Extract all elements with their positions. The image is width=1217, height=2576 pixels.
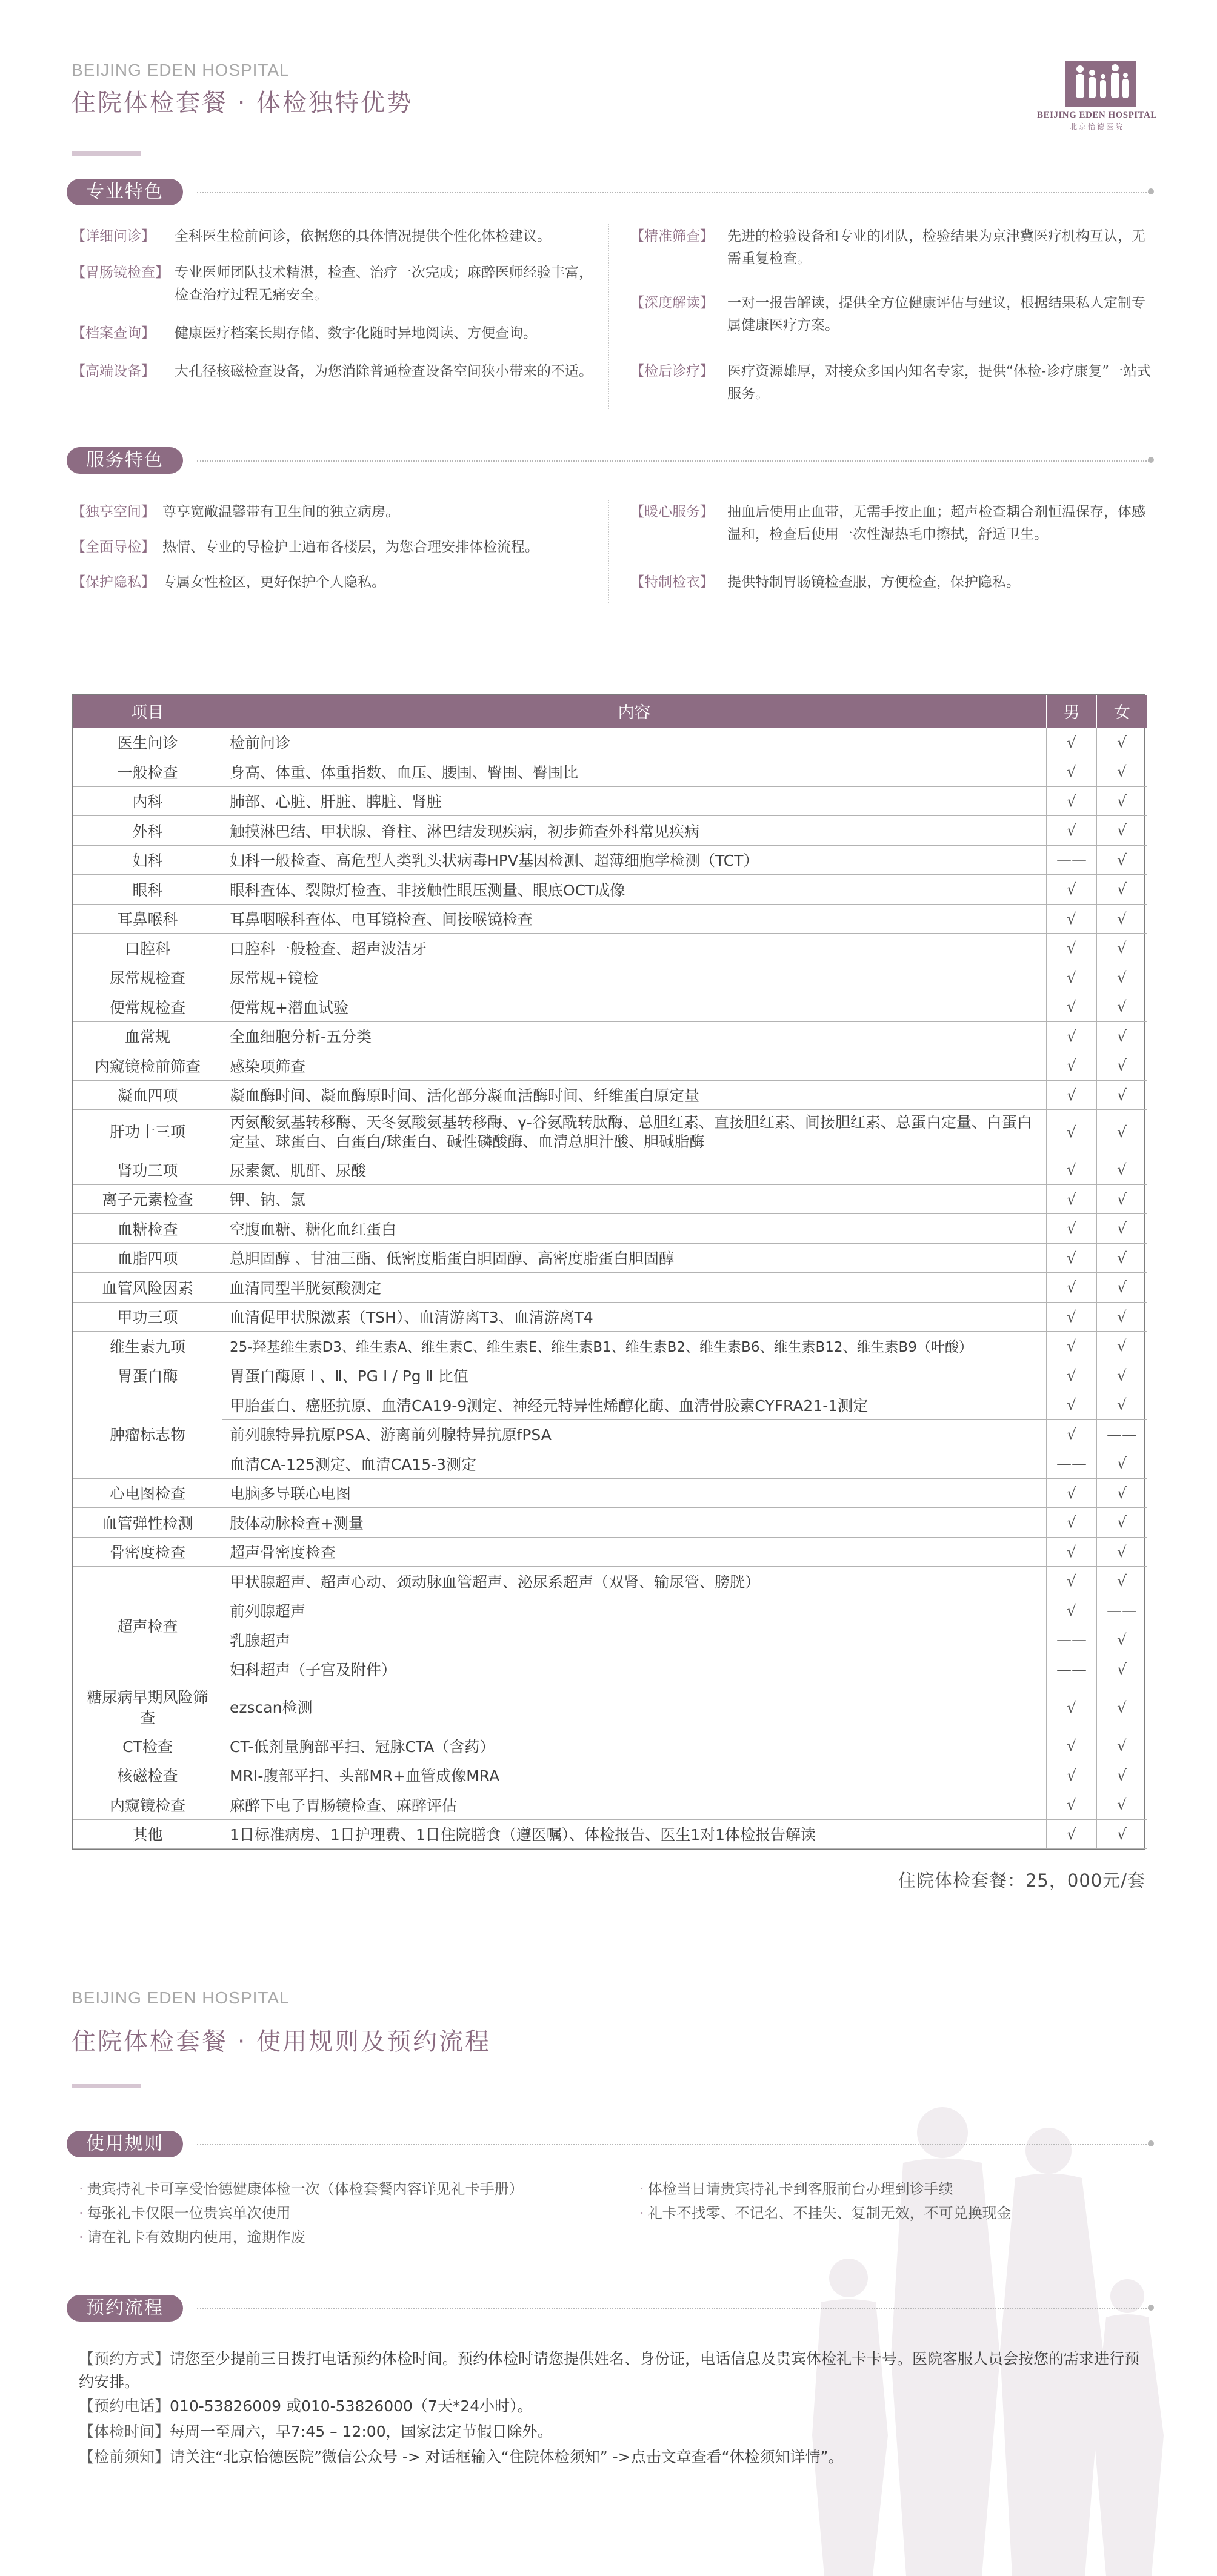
row-female: √ bbox=[1097, 728, 1147, 757]
row-female: √ bbox=[1097, 1508, 1147, 1538]
rule-left-1: · 贵宾持礼卡可享受怡德健康体检一次（体检套餐内容详见礼卡手册） bbox=[79, 2180, 524, 2197]
row-item: 肾功三项 bbox=[73, 1155, 222, 1185]
row-female: √ bbox=[1097, 786, 1147, 816]
family-silhouette-icon bbox=[739, 2096, 1176, 2576]
row-item: 一般检查 bbox=[73, 757, 222, 787]
row-female: √ bbox=[1097, 934, 1147, 963]
row-content: 血清促甲状腺激素（TSH）、血清游离T3、血清游离T4 bbox=[222, 1302, 1047, 1332]
row-item: 血糖检查 bbox=[73, 1214, 222, 1244]
row-item: 内窥镜检查 bbox=[73, 1790, 222, 1820]
row-male: √ bbox=[1047, 757, 1097, 787]
row-male: √ bbox=[1047, 1508, 1097, 1538]
row-female: √ bbox=[1097, 1273, 1147, 1303]
row-female: √ bbox=[1097, 757, 1147, 787]
row-item: 甲功三项 bbox=[73, 1302, 222, 1332]
row-male: √ bbox=[1047, 786, 1097, 816]
row-item: 凝血四项 bbox=[73, 1080, 222, 1110]
row-content: 丙氨酸氨基转移酶、天冬氨酸氨基转移酶、γ-谷氨酰转肽酶、总胆红素、直接胆红素、间接胆红素、总蛋白定量、白蛋白定量、球蛋白、白蛋白/球蛋白、碱性磷酸酶、血清总胆汁酸、胆碱脂酶 bbox=[222, 1110, 1047, 1155]
table-row bbox=[73, 963, 1147, 992]
table-row bbox=[73, 1080, 1147, 1110]
row-item: 耳鼻喉科 bbox=[73, 904, 222, 934]
row-male: √ bbox=[1047, 963, 1097, 992]
row-content: 钾、钠、氯 bbox=[222, 1184, 1047, 1214]
hospital-name-en-2: BEIJING EDEN HOSPITAL bbox=[72, 1988, 290, 2007]
header-content: 内容 bbox=[222, 695, 1047, 728]
row-male: —— bbox=[1047, 1449, 1097, 1479]
row-female: √ bbox=[1097, 1110, 1147, 1155]
row-female: √ bbox=[1097, 1243, 1147, 1273]
row-female: —— bbox=[1097, 1419, 1147, 1449]
row-female: √ bbox=[1097, 1655, 1147, 1684]
row-content: 全血细胞分析-五分类 bbox=[222, 1021, 1047, 1051]
rule-left-3: · 请在礼卡有效期内使用，逾期作废 bbox=[79, 2229, 305, 2246]
row-item: 超声检查 bbox=[73, 1567, 222, 1684]
table-row bbox=[73, 1243, 1147, 1273]
table-row bbox=[73, 1302, 1147, 1332]
row-content: 总胆固醇 、甘油三酯、低密度脂蛋白胆固醇、高密度脂蛋白胆固醇 bbox=[222, 1243, 1047, 1273]
row-item: 离子元素检查 bbox=[73, 1184, 222, 1214]
pro-features-header bbox=[67, 179, 1152, 205]
table-row bbox=[73, 1684, 1147, 1731]
table-row bbox=[73, 1819, 1147, 1849]
table-row bbox=[73, 1273, 1147, 1303]
table-header-row bbox=[73, 695, 1147, 728]
row-male: √ bbox=[1047, 1332, 1097, 1361]
header-female: 女 bbox=[1097, 695, 1147, 728]
row-female: √ bbox=[1097, 1214, 1147, 1244]
logo-text-cn: 北京怡德医院 bbox=[1069, 122, 1124, 131]
row-item: CT检查 bbox=[73, 1731, 222, 1761]
row-content: 凝血酶时间、凝血酶原时间、活化部分凝血活酶时间、纤维蛋白原定量 bbox=[222, 1080, 1047, 1110]
row-content: 肺部、心脏、肝脏、脾脏、肾脏 bbox=[222, 786, 1047, 816]
table-row bbox=[73, 786, 1147, 816]
table-row bbox=[73, 875, 1147, 905]
row-content: 甲胎蛋白、癌胚抗原、血清CA19-9测定、神经元特异性烯醇化酶、血清骨胶素CYFRA21-1测定 bbox=[222, 1390, 1047, 1420]
table-row bbox=[73, 1110, 1147, 1155]
row-content: 空腹血糖、糖化血红蛋白 bbox=[222, 1214, 1047, 1244]
package-table-grid bbox=[73, 695, 1147, 1849]
table-row bbox=[73, 1537, 1147, 1567]
row-male: √ bbox=[1047, 1596, 1097, 1625]
table-row bbox=[73, 1155, 1147, 1185]
header-male: 男 bbox=[1047, 695, 1097, 728]
row-female: √ bbox=[1097, 845, 1147, 875]
row-item: 血管风险因素 bbox=[73, 1273, 222, 1303]
row-female: √ bbox=[1097, 1684, 1147, 1731]
row-male: √ bbox=[1047, 934, 1097, 963]
row-content: 甲状腺超声、超声心动、颈动脉血管超声、泌尿系超声（双肾、输尿管、膀胱） bbox=[222, 1567, 1047, 1596]
row-female: √ bbox=[1097, 1625, 1147, 1655]
table-row bbox=[73, 1449, 1147, 1479]
row-content: 便常规+潜血试验 bbox=[222, 992, 1047, 1022]
row-content: 触摸淋巴结、甲状腺、脊柱、淋巴结发现疾病，初步筛查外科常见疾病 bbox=[222, 816, 1047, 846]
row-content: 血清CA-125测定、血清CA15-3测定 bbox=[222, 1449, 1047, 1479]
row-item: 尿常规检查 bbox=[73, 963, 222, 992]
row-content: 超声骨密度检查 bbox=[222, 1537, 1047, 1567]
row-male: √ bbox=[1047, 1155, 1097, 1185]
page-title: 住院体检套餐 · 体检独特优势 bbox=[72, 89, 413, 117]
table-row bbox=[73, 1508, 1147, 1538]
row-male: √ bbox=[1047, 1684, 1097, 1731]
row-male: √ bbox=[1047, 1731, 1097, 1761]
service-features-pill: 服务特色 bbox=[67, 447, 183, 474]
booking-phone: 【预约电话】010-53826009 或010-53826000（7天*24小时）。 bbox=[79, 2397, 533, 2415]
row-content: 眼科查体、裂隙灯检查、非接触性眼压测量、眼底OCT成像 bbox=[222, 875, 1047, 905]
row-male: √ bbox=[1047, 1302, 1097, 1332]
row-male: √ bbox=[1047, 728, 1097, 757]
title-accent-bar-2 bbox=[72, 2084, 141, 2088]
row-male: √ bbox=[1047, 992, 1097, 1022]
row-male: √ bbox=[1047, 1537, 1097, 1567]
row-content: 血清同型半胱氨酸测定 bbox=[222, 1273, 1047, 1303]
row-item: 维生素九项 bbox=[73, 1332, 222, 1361]
row-content: 1日标准病房、1日护理费、1日住院膳食（遵医嘱）、体检报告、医生1对1体检报告解读 bbox=[222, 1819, 1047, 1849]
row-male: √ bbox=[1047, 1214, 1097, 1244]
row-item: 心电图检查 bbox=[73, 1478, 222, 1508]
row-content: 麻醉下电子胃肠镜检查、麻醉评估 bbox=[222, 1790, 1047, 1820]
row-male: √ bbox=[1047, 816, 1097, 846]
row-item: 肝功十三项 bbox=[73, 1110, 222, 1155]
table-row bbox=[73, 1184, 1147, 1214]
logo-text-en: BEIJING EDEN HOSPITAL bbox=[1037, 110, 1157, 120]
service-features-divider bbox=[608, 500, 609, 603]
table-row bbox=[73, 1021, 1147, 1051]
row-male: —— bbox=[1047, 1625, 1097, 1655]
hospital-name-en: BEIJING EDEN HOSPITAL bbox=[72, 61, 290, 79]
row-male: √ bbox=[1047, 904, 1097, 934]
row-content: 前列腺特异抗原PSA、游离前列腺特异抗原fPSA bbox=[222, 1419, 1047, 1449]
row-item: 血脂四项 bbox=[73, 1243, 222, 1273]
row-female: √ bbox=[1097, 1449, 1147, 1479]
table-row bbox=[73, 1419, 1147, 1449]
row-male: √ bbox=[1047, 1080, 1097, 1110]
row-item: 外科 bbox=[73, 816, 222, 846]
service-features-header bbox=[67, 447, 1152, 474]
row-item: 血管弹性检测 bbox=[73, 1508, 222, 1538]
row-male: √ bbox=[1047, 1567, 1097, 1596]
row-item: 糖尿病早期风险筛查 bbox=[73, 1684, 222, 1731]
row-male: √ bbox=[1047, 1790, 1097, 1820]
table-row bbox=[73, 1625, 1147, 1655]
table-row bbox=[73, 1731, 1147, 1761]
table-row bbox=[73, 1655, 1147, 1684]
rules-pill: 使用规则 bbox=[67, 2131, 183, 2157]
package-price: 住院体检套餐：25，000元/套 bbox=[898, 1870, 1145, 1891]
row-male: √ bbox=[1047, 1110, 1097, 1155]
row-item: 内窥镜检前筛查 bbox=[73, 1051, 222, 1081]
table-row bbox=[73, 728, 1147, 757]
table-row bbox=[73, 1361, 1147, 1390]
table-row bbox=[73, 934, 1147, 963]
row-content: CT-低剂量胸部平扫、冠脉CTA（含药） bbox=[222, 1731, 1047, 1761]
row-item: 肿瘤标志物 bbox=[73, 1390, 222, 1479]
row-content: ezscan检测 bbox=[222, 1684, 1047, 1731]
row-male: √ bbox=[1047, 1361, 1097, 1390]
table-row bbox=[73, 845, 1147, 875]
table-row bbox=[73, 1214, 1147, 1244]
row-male: √ bbox=[1047, 1478, 1097, 1508]
family-silhouette-decoration bbox=[739, 2096, 1176, 2576]
row-male: √ bbox=[1047, 1390, 1097, 1420]
page-title-2: 住院体检套餐 · 使用规则及预约流程 bbox=[72, 2028, 492, 2056]
row-female: √ bbox=[1097, 816, 1147, 846]
rules-header bbox=[67, 2131, 1152, 2157]
row-male: √ bbox=[1047, 875, 1097, 905]
row-content: 电脑多导联心电图 bbox=[222, 1478, 1047, 1508]
row-female: √ bbox=[1097, 1051, 1147, 1081]
row-female: √ bbox=[1097, 1332, 1147, 1361]
booking-pill: 预约流程 bbox=[67, 2295, 183, 2322]
row-male: —— bbox=[1047, 1655, 1097, 1684]
row-male: √ bbox=[1047, 1184, 1097, 1214]
row-content: 妇科超声（子宫及附件） bbox=[222, 1655, 1047, 1684]
row-item: 内科 bbox=[73, 786, 222, 816]
row-female: √ bbox=[1097, 1567, 1147, 1596]
title-accent-bar bbox=[72, 151, 141, 156]
row-content: 妇科一般检查、高危型人类乳头状病毒HPV基因检测、超薄细胞学检测（TCT） bbox=[222, 845, 1047, 875]
rule-right-2: · 礼卡不找零、不记名、不挂失、复制无效，不可兑换现金 bbox=[639, 2205, 1012, 2222]
row-male: √ bbox=[1047, 1819, 1097, 1849]
row-content: 检前问诊 bbox=[222, 728, 1047, 757]
row-male: √ bbox=[1047, 1273, 1097, 1303]
row-content: 感染项筛查 bbox=[222, 1051, 1047, 1081]
row-female: √ bbox=[1097, 1537, 1147, 1567]
row-male: —— bbox=[1047, 845, 1097, 875]
table-row bbox=[73, 1761, 1147, 1790]
row-item: 口腔科 bbox=[73, 934, 222, 963]
row-female: √ bbox=[1097, 1819, 1147, 1849]
row-content: 尿素氮、肌酐、尿酸 bbox=[222, 1155, 1047, 1185]
row-male: √ bbox=[1047, 1419, 1097, 1449]
table-row bbox=[73, 1567, 1147, 1596]
table-row bbox=[73, 1332, 1147, 1361]
row-item: 医生问诊 bbox=[73, 728, 222, 757]
package-table bbox=[72, 694, 1145, 1850]
table-row bbox=[73, 992, 1147, 1022]
row-female: √ bbox=[1097, 1390, 1147, 1420]
row-female: √ bbox=[1097, 1155, 1147, 1185]
family-logo-icon bbox=[1065, 61, 1136, 107]
row-male: √ bbox=[1047, 1021, 1097, 1051]
row-female: √ bbox=[1097, 1302, 1147, 1332]
rule-left-2: · 每张礼卡仅限一位贵宾单次使用 bbox=[79, 2205, 291, 2222]
row-item: 妇科 bbox=[73, 845, 222, 875]
table-row bbox=[73, 757, 1147, 787]
row-female: √ bbox=[1097, 1761, 1147, 1790]
row-item: 眼科 bbox=[73, 875, 222, 905]
row-item: 核磁检查 bbox=[73, 1761, 222, 1790]
row-item: 便常规检查 bbox=[73, 992, 222, 1022]
row-female: √ bbox=[1097, 963, 1147, 992]
row-content: 耳鼻咽喉科查体、电耳镜检查、间接喉镜检查 bbox=[222, 904, 1047, 934]
row-female: √ bbox=[1097, 1790, 1147, 1820]
row-female: √ bbox=[1097, 1080, 1147, 1110]
row-female: √ bbox=[1097, 1184, 1147, 1214]
booking-notice: 【检前须知】请关注“北京怡德医院”微信公众号 -> 对话框输入“住院体检须知” ->点击文章查看“体检须知详情”。 bbox=[79, 2448, 844, 2466]
row-content: 口腔科一般检查、超声波洁牙 bbox=[222, 934, 1047, 963]
table-row bbox=[73, 1390, 1147, 1420]
row-content: 乳腺超声 bbox=[222, 1625, 1047, 1655]
booking-hours: 【体检时间】每周一至周六，早7:45 – 12:00，国家法定节假日除外。 bbox=[79, 2423, 553, 2440]
row-female: √ bbox=[1097, 1361, 1147, 1390]
row-female: √ bbox=[1097, 875, 1147, 905]
table-row bbox=[73, 816, 1147, 846]
row-content: 胃蛋白酶原 Ⅰ 、Ⅱ、PG Ⅰ / Pg Ⅱ 比值 bbox=[222, 1361, 1047, 1390]
row-item: 胃蛋白酶 bbox=[73, 1361, 222, 1390]
row-item: 其他 bbox=[73, 1819, 222, 1849]
row-female: √ bbox=[1097, 992, 1147, 1022]
row-item: 骨密度检查 bbox=[73, 1537, 222, 1567]
row-item: 血常规 bbox=[73, 1021, 222, 1051]
rule-right-1: · 体检当日请贵宾持礼卡到客服前台办理到诊手续 bbox=[639, 2180, 953, 2197]
table-row bbox=[73, 1051, 1147, 1081]
row-content: 肢体动脉检查+测量 bbox=[222, 1508, 1047, 1538]
row-content: 身高、体重、体重指数、血压、腰围、臀围、臀围比 bbox=[222, 757, 1047, 787]
row-female: √ bbox=[1097, 904, 1147, 934]
booking-method: 【预约方式】请您至少提前三日拨打电话预约体检时间。预约体检时请您提供姓名、身份证，电话信息及贵宾体检礼卡卡号。医院客服人员会按您的需求进行预约安排。 bbox=[79, 2350, 1140, 2391]
row-male: √ bbox=[1047, 1761, 1097, 1790]
table-row bbox=[73, 904, 1147, 934]
header-item: 项目 bbox=[73, 695, 222, 728]
pro-features-divider bbox=[608, 224, 609, 409]
table-row bbox=[73, 1596, 1147, 1625]
row-content: 前列腺超声 bbox=[222, 1596, 1047, 1625]
row-male: √ bbox=[1047, 1051, 1097, 1081]
booking-header bbox=[67, 2295, 1152, 2322]
row-content: 25-羟基维生素D3、维生素A、维生素C、维生素E、维生素B1、维生素B2、维生素B6、维生素B12、维生素B9（叶酸） bbox=[222, 1332, 1047, 1361]
table-row bbox=[73, 1478, 1147, 1508]
row-content: MRI-腹部平扫、头部MR+血管成像MRA bbox=[222, 1761, 1047, 1790]
table-row bbox=[73, 1790, 1147, 1820]
row-female: √ bbox=[1097, 1478, 1147, 1508]
row-female: √ bbox=[1097, 1021, 1147, 1051]
row-female: —— bbox=[1097, 1596, 1147, 1625]
row-content: 尿常规+镜检 bbox=[222, 963, 1047, 992]
pro-features-pill: 专业特色 bbox=[67, 179, 183, 205]
row-male: √ bbox=[1047, 1243, 1097, 1273]
hospital-logo bbox=[1030, 61, 1164, 131]
row-female: √ bbox=[1097, 1731, 1147, 1761]
